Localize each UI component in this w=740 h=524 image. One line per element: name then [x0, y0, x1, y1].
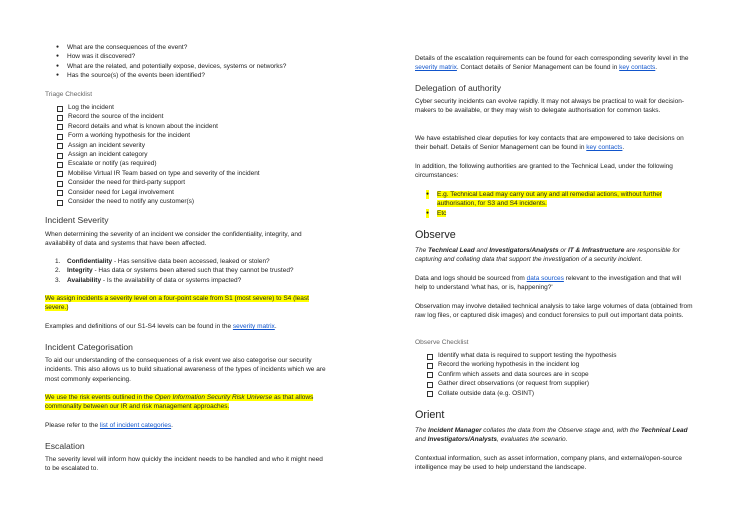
checklist-item: Assign an incident category	[45, 150, 335, 159]
text: The	[415, 247, 429, 254]
categorisation-intro: To aid our understanding of the consequences of a risk event we also categorise our security incidents. This also allows us to build situational awareness of the types of incidents which we are most commonly experiencing.	[45, 357, 326, 383]
item-number: 2.	[55, 267, 61, 275]
observe-p3: Observation may involve detailed technical analysis to take large volumes of data (obtained from raw log files, or captured disk images) and conduct forensics to pull out important data points.	[415, 303, 693, 320]
role: Technical Lead	[640, 427, 688, 434]
text: and	[474, 247, 490, 254]
authorities-list	[415, 190, 695, 218]
incident-severity-heading: Incident Severity	[45, 215, 109, 225]
key-contacts-link[interactable]: key contacts	[619, 64, 656, 72]
data-sources-link[interactable]: data sources	[526, 275, 564, 282]
key-contacts-link[interactable]: key contacts	[586, 144, 623, 152]
severity-matrix-link[interactable]: severity matrix	[232, 323, 275, 330]
incident-categorisation-heading: Incident Categorisation	[45, 342, 133, 352]
delegation-p1: Cyber security incidents can evolve rapidly. It may not always be practical to wait for decision-makers to be available, or they may wish to delegate authorisation for common tasks.	[415, 98, 685, 115]
desc: - Has data or systems been altered such that they cannot be trusted?	[92, 267, 294, 275]
role: Investigators/Analysts	[489, 247, 559, 254]
triage-checklist	[45, 103, 335, 206]
list-item: ● Has the source(s) of the events been identified?	[45, 71, 335, 80]
delegation-heading: Delegation of authority	[415, 83, 501, 93]
highlighted-text: We assign incidents a severity level on a four-point scale from S1 (most severe) to S4 (least severe.)	[45, 295, 309, 312]
text: relevant to the investigation and that will help to understand 'what has, or is, happening?'	[415, 275, 681, 292]
term: Confidentiality	[67, 258, 113, 265]
checklist-item: Consider the need for third-party support	[45, 178, 335, 187]
delegation-p3: In addition, the following authorities are granted to the Technical Lead, under the following circumstances:	[415, 163, 673, 180]
risk-universe-note	[45, 393, 315, 412]
desc: - Has sensitive data been accessed, leaked or stolen?	[112, 258, 270, 265]
checklist-item: Consider the need to notify any customer(s)	[45, 197, 335, 206]
text: or	[558, 247, 568, 254]
text: We use the risk events outlined in the	[45, 394, 155, 401]
delegation-p2	[415, 134, 695, 153]
list-item: ● What are the consequences of the event?	[45, 43, 335, 52]
observe-p2	[415, 274, 695, 293]
text: collates the data from the Observe stage and, with the	[481, 427, 641, 434]
observe-intro	[415, 246, 695, 265]
role: IT & Infrastructure	[567, 247, 625, 254]
text: The	[415, 427, 429, 434]
list-item	[45, 266, 335, 275]
observe-checklist-title: Observe Checklist	[415, 339, 469, 346]
checklist-item: Gather direct observations (or request from supplier)	[415, 379, 695, 388]
escalation-details	[415, 54, 695, 73]
text: We have established clear deputies for key contacts that are empowered to take decisions on their behalf. Details of Senior Management can be found in	[415, 135, 684, 152]
orient-heading: Orient	[415, 409, 445, 421]
checklist-item: Assign an incident severity	[45, 141, 335, 150]
highlighted-text: Etc	[437, 209, 447, 217]
term: Availability	[67, 276, 102, 284]
role: Technical Lead	[428, 247, 475, 254]
escalation-text: The severity level will inform how quickly the incident needs to be handled and who it might need to be escalated to.	[45, 456, 323, 473]
checklist-item: Confirm which assets and data sources are in scope	[415, 370, 695, 379]
list-item: ● What are the related, and potentially expose, devices, systems or networks?	[45, 62, 335, 71]
checklist-item: Record details and what is known about the incident	[45, 122, 335, 131]
escalation-heading: Escalation	[45, 441, 85, 451]
checklist-item: Identify what data is required to support testing the hypothesis	[415, 351, 695, 360]
checklist-item: Record the working hypothesis in the incident log	[415, 360, 695, 369]
role: Incident Manager	[428, 427, 482, 434]
observe-heading: Observe	[415, 229, 456, 241]
item-number: 1.	[55, 258, 61, 265]
list-item	[45, 257, 335, 266]
text: .	[622, 144, 625, 152]
text: , evaluates the scenario.	[497, 436, 568, 444]
severity-matrix-link[interactable]: severity matrix	[415, 64, 457, 72]
severity-intro: When determining the severity of an incident we consider the confidentiality, integrity, and availability of data and systems that have been affected.	[45, 231, 302, 248]
checklist-item: Collate outside data (e.g. OSINT)	[415, 389, 695, 398]
observe-checklist	[415, 351, 695, 398]
list-item	[415, 190, 695, 209]
severity-scale-note	[45, 294, 330, 313]
text: .	[274, 323, 277, 330]
text: Data and logs should be sourced from	[415, 275, 527, 282]
questions-list	[45, 43, 335, 81]
severity-examples	[45, 322, 330, 331]
orient-intro	[415, 426, 695, 445]
text: .	[655, 64, 658, 72]
checklist-item: Log the incident	[45, 103, 335, 112]
item-number: 3.	[55, 276, 61, 284]
term: Integrity	[67, 267, 93, 275]
highlighted-text: E.g. Technical Lead may carry out any and all remedial actions, without further authorisation, for S3 and S4 incidents.	[437, 191, 662, 208]
checklist-item: Escalate or notify (as required)	[45, 159, 335, 168]
text: are responsible for capturing and collating data that support the investigation of a security incident.	[415, 247, 680, 264]
text: Please refer to the	[45, 422, 100, 429]
refer-categories	[45, 421, 330, 430]
text: Details of the escalation requirements can be found for each corresponding severity level in the	[415, 55, 689, 62]
role: Investigators/Analysts	[427, 436, 498, 444]
risk-universe-name: Open Information Security Risk Universe	[154, 394, 273, 401]
list-item	[415, 209, 695, 218]
highlighted-text	[45, 394, 313, 410]
list-item: ● How was it discovered?	[45, 52, 335, 61]
checklist-item: Mobilise Virtual IR Team based on type and severity of the incident	[45, 169, 335, 178]
cia-list	[45, 257, 335, 285]
checklist-item: Consider need for Legal involvement	[45, 188, 335, 197]
checklist-item: Record the source of the incident	[45, 112, 335, 121]
list-item	[45, 276, 335, 285]
text: . Contact details of Senior Management can be found in	[456, 64, 620, 72]
text: .	[171, 422, 173, 429]
orient-p2: Contextual information, such as asset information, company plans, and external/open-source intelligence may be used to help understand the landscape.	[415, 455, 683, 472]
desc: - Is the availability of data or systems impacted?	[101, 276, 242, 284]
text: and	[415, 436, 428, 444]
checklist-item: Form a working hypothesis for the incident	[45, 131, 335, 140]
text: Examples and definitions of our S1-S4 levels can be found in the	[45, 323, 233, 330]
triage-checklist-title: Triage Checklist	[45, 91, 93, 98]
text: as that allows commonality between our IR and risk management approaches.	[45, 394, 314, 411]
incident-categories-link[interactable]: list of incident categories	[99, 422, 172, 429]
